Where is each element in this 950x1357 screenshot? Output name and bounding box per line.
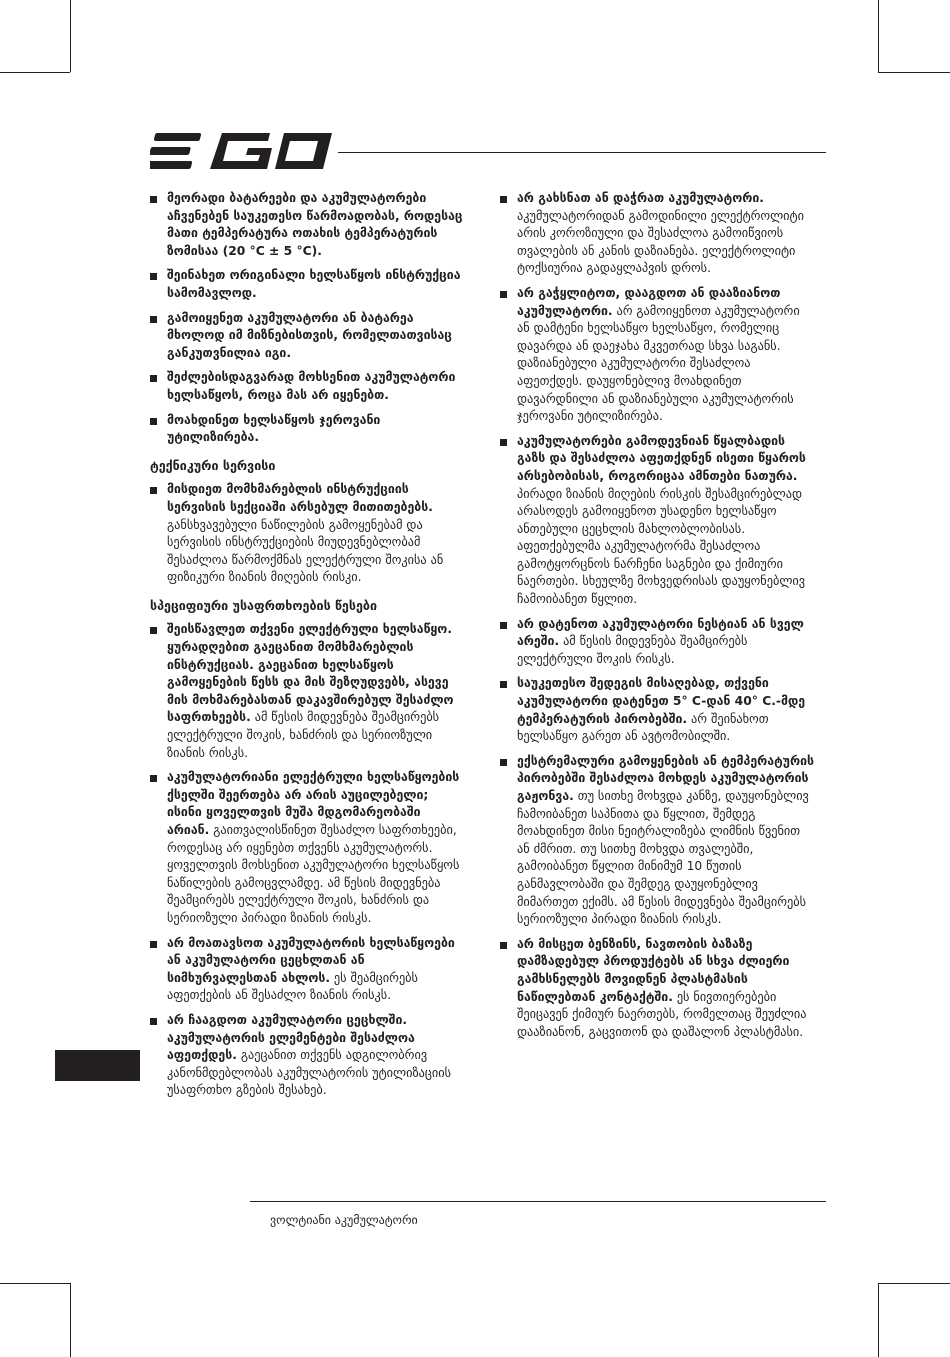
crop-mark	[70, 0, 71, 72]
crop-mark	[70, 1283, 71, 1357]
list-item: ექსტრემალური გამოყენების ან ტემპერატურის პირობებში შესაძლოა მოხდეს აკუმულატორის გაჟონვა. თუ სითხე მოხვდა კანზე, დაუყონებლივ ჩამოიბანეთ საპნითა და წყლით, შემდეგ მოახდინეთ მისი ნეიტრალიზება ლიმნის წვენით ან ძმრით. თუ სითხე მოხვდა თვალებში, გამოიბანეთ წყლით მინიმუმ 10 წუთის განმავლობაში და შემდეგ დაუყონებლივ მიმართეთ ექიმს. ამ წესის მიდევნება შეამცირებს სერიოზული პირადი ზიანის რისკს.	[500, 753, 816, 929]
list-item: მეორადი ბატარეები და აკუმულატორები აჩვენებენ საუკეთესო წარმოადობას, როდესაც მათი ტემპერატურა ოთახის ტემპერატურის ზომისაა (20 °C ± 5 °C).	[150, 190, 466, 260]
left-column	[150, 190, 466, 1107]
ego-logo	[150, 131, 332, 171]
list-item: მოახდინეთ ხელსაწყოს ჯეროვანი უტილიზირება.	[150, 412, 466, 447]
list-item: არ გაჭყლიტოთ, დააგდოთ ან დააზიანოთ აკუმულატორი. არ გამოიყენოთ აკუმულატორი ან დამტენი ხელსაწყო ხელსაწყო, რომელიც დავარდა ან დაეჯახა მკვეთრად სხვა საგანს. დაზიანებული აკუმულატორი შესაძლოა აფეთქდეს. დაუყონებლივ მოახდინეთ დავარდნილი ან დაზიანებული აკუმულატორის ჯეროვანი უტილიზირება.	[500, 285, 816, 426]
crop-mark	[878, 0, 879, 72]
list-item: აკუმულატორიანი ელექტრული ხელსაწყოების ქსელში შეერთება არ არის აუცილებელი; ისინი ყოველთვის მუშა მდგომარეობაში არიან. გაითვალისწინეთ შესაძლო საფრთხეები, როდესაც არ იყენებთ თქვენს აკუმულატორს. ყოველთვის მოხსენით აკუმულატორი ხელსაწყოს ნაწილების გამოცვლამდე. ამ წესის მიდევნება შეამცირებს ელექტრული შოკის, ხანძრის და სერიოზული პირადი ზიანის რისკს.	[150, 769, 466, 927]
list-item: შეისწავლეთ თქვენი ელექტრული ხელსაწყო. ყურადღებით გაეცანით მომხმარებლის ინსტრუქციას. გაეცანით ხელსაწყოს გამოყენების წესს და მის შეზღუდვებს, ასევე მის მოხმარებასთან დაკავშირებულ შესაძლო საფრთხეებს. ამ წესის მიდევნება შეამცირებს ელექტრული შოკის, ხანძრის და სერიოზული ზიანის რისკს.	[150, 621, 466, 762]
list-item: აკუმულატორები გამოდევნიან წყალბადის გაზს და შესაძლოა აფეთქდნენ ისეთი წყაროს არსებობისას, როგორიცაა ამნთები ნათურა. პირადი ზიანის მიღების რისკის შესამცირებლად არასოდეს გამოიყენოთ უსადენო ხელსაწყო ანთებული ცეცხლის მახლობლობისას. აფეთქებულმა აკუმულატორმა შესაძლოა გამოტყორცნოს ნარჩენი საგნები და ქიმიური ნაერთები. სხეულზე მოხვედრისას დაუყონებლივ ჩამოიბანეთ წყლით.	[500, 433, 816, 609]
list-item: არ მოათავსოთ აკუმულატორის ხელსაწყოები ან აკუმულატორი ცეცხლთან ან სიმხურვალესთან ახლოს. ეს შეამცირებს აფეთქების ან შესაძლო ზიანის რისკს.	[150, 935, 466, 1005]
list-item: მისდიეთ მომხმარებლის ინსტრუქციის სერვისის სექციაში არსებულ მითითებებს. განსხვავებული ნაწილების გამოყენებამ და სერვისის ინსტრუქციების მიუდევნებლობამ შესაძლოა წარმოქმნას ელექტრული შოკისა ან ფიზიკური ზიანის მიღების რისკი.	[150, 481, 466, 587]
crop-mark	[878, 1283, 950, 1284]
list-item: არ გახსნათ ან დაჭრათ აკუმულატორი. აკუმულატორიდან გამოდინილი ელექტროლიტი არის კოროზიული და შესაძლოა გამოიწვიოს თვალების ან კანის დაზიანება. ელექტროლიტი ტოქსიურია გადაყლაპვის დროს.	[500, 190, 816, 278]
list-item: არ მისცეთ ბენზინს, ნავთობის ბაზაზე დამზადებულ პროდუქტებს ან სხვა ძლიერი გამხსნელებს მოვიდნენ პლასტმასის ნაწილებთან კონტაქტში. ეს ნივთიერებები შეიცავენ ქიმიურ ნაერთებს, რომელთაც შეუძლია დააზიანონ, გაცვითონ და დაშალონ პლასტმასი.	[500, 936, 816, 1042]
right-column	[500, 190, 816, 1048]
list-item: შეინახეთ ორიგინალი ხელსაწყოს ინსტრუქცია სამომავლოდ.	[150, 267, 466, 302]
header-rule	[338, 152, 826, 153]
list-item: საუკეთესო შედეგის მისაღებად, თქვენი აკუმულატორი დატენეთ 5° C-დან 40° C.-მდე ტემპერატურის პირობებში. არ შეინახოთ ხელსაწყო გარეთ ან ავტომობილში.	[500, 675, 816, 745]
list-item: არ ჩააგდოთ აკუმულატორი ცეცხლში. აკუმულატორის ელემენტები შესაძლოა აფეთქდეს. გაეცანით თქვენს ადგილობრივ კანონმდებლობას აკუმულატორის უტილიზაციის უსაფრთხო გზების შესახებ.	[150, 1012, 466, 1100]
crop-mark	[0, 1283, 70, 1284]
crop-mark	[878, 1283, 879, 1357]
list-item: არ დატენოთ აკუმულატორი ნესტიან ან სველ არეში. ამ წესის მიდევნება შეამცირებს ელექტრული შოკის რისკს.	[500, 616, 816, 669]
crop-mark	[0, 72, 70, 73]
footer-text: ვოლტიანი აკუმულატორი	[270, 1213, 418, 1227]
list-item: გამოიყენეთ აკუმულატორი ან ბატარეა მხოლოდ იმ მიზნებისთვის, რომელთათვისაც განკუთვნილია იგი.	[150, 310, 466, 363]
section-heading-specific: სპეციფიური უსაფრთხოების წესები	[150, 597, 377, 613]
list-item: შეძლებისდაგვარად მოხსენით აკუმულატორი ხელსაწყოს, როცა მას არ იყენებთ.	[150, 369, 466, 404]
footer-rule	[250, 1201, 826, 1202]
page-tab-marker	[55, 1050, 140, 1081]
crop-mark	[878, 72, 950, 73]
section-heading-service: ტექნიკური სერვისი	[150, 457, 276, 473]
